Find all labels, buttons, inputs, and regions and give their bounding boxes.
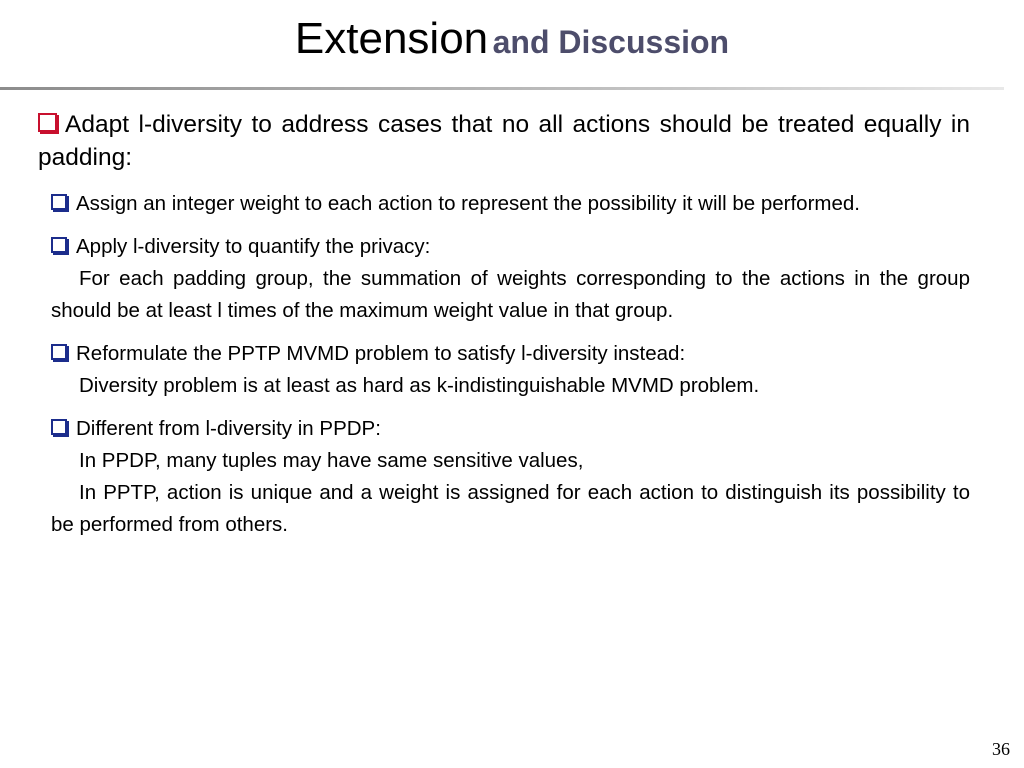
main-bullet [38,108,970,174]
main-bullet-text: Adapt l-diversity to address cases that no all actions should be treated equally in padding: [38,111,970,171]
slide-title [0,14,1024,64]
sub-bullet-apply [51,231,970,327]
sub-bullet-detail: In PPTP, action is unique and a weight is assigned for each action to distinguish its possibility to be performed from others. [51,481,970,536]
checkbox-bullet-icon [51,419,67,435]
sub-bullet-detail: In PPDP, many tuples may have same sensitive values, [79,449,584,472]
checkbox-bullet-icon [51,237,67,253]
title-divider [0,87,1004,90]
sub-bullet-different [51,413,970,541]
sub-bullet-reformulate [51,338,970,402]
sub-bullet-detail: Diversity problem is at least as hard as k-indistinguishable MVMD problem. [79,374,760,397]
page-number: 36 [992,739,1010,759]
sub-bullet-detail: For each padding group, the summation of weights corresponding to the actions in the group should be at least l times of the maximum weight value in that group. [51,267,970,322]
slide-title-sub: and Discussion [492,24,730,60]
checkbox-bullet-icon [38,113,57,132]
sub-bullet-list [38,188,970,541]
checkbox-bullet-icon [51,344,67,360]
sub-bullet-text: Assign an integer weight to each action to represent the possibility it will be performed. [76,192,860,215]
slide-body [38,108,970,552]
sub-bullet-weight [51,188,970,220]
checkbox-bullet-icon [51,194,67,210]
slide-title-main: Extension [294,14,489,63]
sub-bullet-text: Different from l-diversity in PPDP: [76,417,381,440]
slide-header [0,0,1024,92]
sub-bullet-text: Reformulate the PPTP MVMD problem to satisfy l-diversity instead: [76,342,686,365]
sub-bullet-text: Apply l-diversity to quantify the privacy: [76,235,431,258]
